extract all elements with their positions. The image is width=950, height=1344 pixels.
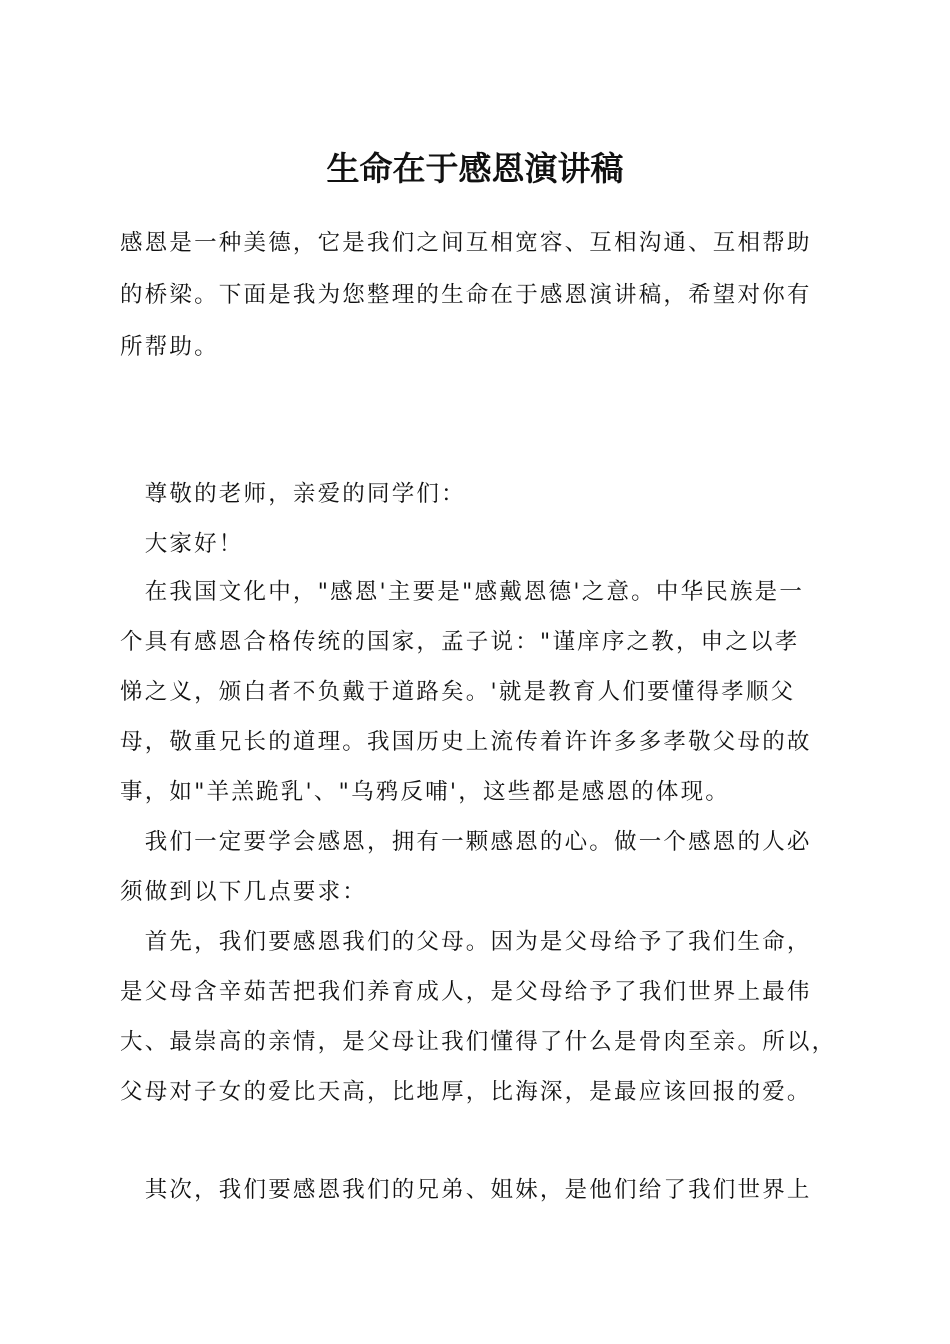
body-paragraph-1-line-5: 事，如"羊羔跪乳'、"乌鸦反哺'，这些都是感恩的体现。: [120, 779, 730, 805]
body-paragraph-1-line-1: 在我国文化中，"感恩'主要是"感戴恩德'之意。中华民族是一: [120, 579, 805, 605]
body-paragraph-3-line-2: 是父母含辛茹苦把我们养育成人，是父母给予了我们世界上最伟: [120, 979, 812, 1005]
body-paragraph-3-line-3: 大、最崇高的亲情，是父母让我们懂得了什么是骨肉至亲。所以，: [120, 1029, 837, 1055]
body-paragraph-2-line-2: 须做到以下几点要求：: [120, 879, 368, 905]
greeting-line: 尊敬的老师，亲爱的同学们：: [120, 481, 466, 507]
body-paragraph-2-line-1: 我们一定要学会感恩，拥有一颗感恩的心。做一个感恩的人必: [120, 829, 812, 855]
body-paragraph-3-line-4: 父母对子女的爱比天高，比地厚，比海深，是最应该回报的爱。: [120, 1079, 812, 1105]
intro-line-2: 的桥梁。下面是我为您整理的生命在于感恩演讲稿，希望对你有: [120, 282, 812, 308]
body-paragraph-3-line-1: 首先，我们要感恩我们的父母。因为是父母给予了我们生命，: [120, 929, 812, 955]
hello-line: 大家好！: [120, 531, 244, 557]
body-paragraph-1-line-3: 悌之义，颁白者不负戴于道路矣。'就是教育人们要懂得孝顺父: [120, 679, 796, 705]
intro-line-1: 感恩是一种美德，它是我们之间互相宽容、互相沟通、互相帮助: [120, 230, 812, 256]
intro-line-3: 所帮助。: [120, 334, 219, 360]
document-title: 生命在于感恩演讲稿: [326, 149, 624, 188]
body-paragraph-1-line-4: 母，敬重兄长的道理。我国历史上流传着许许多多孝敬父母的故: [120, 729, 812, 755]
body-paragraph-4-line-1: 其次，我们要感恩我们的兄弟、姐妹，是他们给了我们世界上: [120, 1177, 812, 1203]
body-paragraph-1-line-2: 个具有感恩合格传统的国家，孟子说："谨庠序之教，申之以孝: [120, 629, 800, 655]
